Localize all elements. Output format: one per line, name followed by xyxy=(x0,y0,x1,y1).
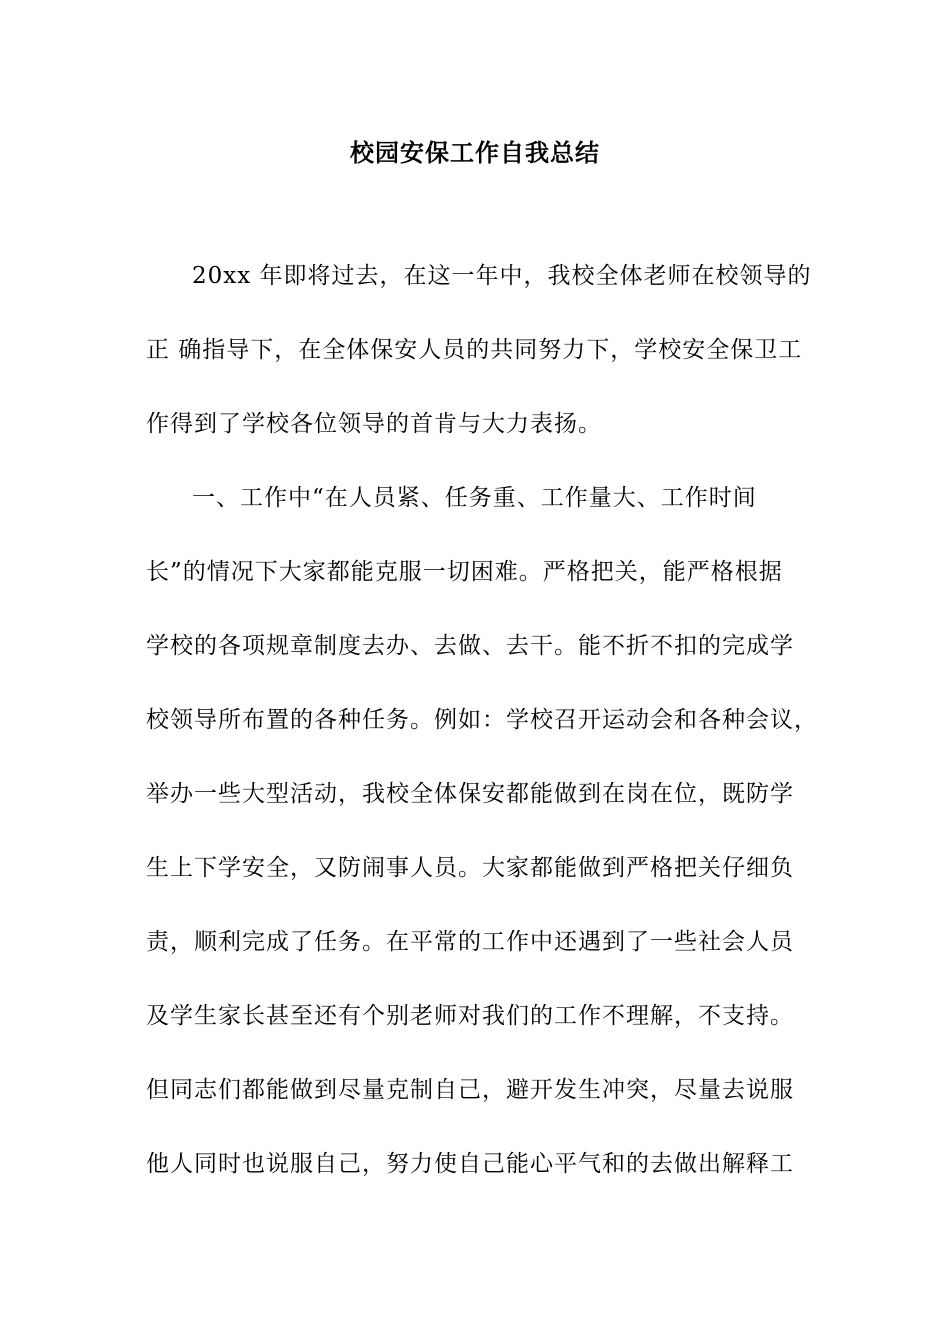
paragraph-line: 作得到了学校各位领导的首肯与大力表扬。 xyxy=(146,411,602,437)
paragraph-line: 生上下学安全，又防闹事人员。大家都能做到严格把关仔细负 xyxy=(146,855,794,881)
paragraph-line: 正 确指导下，在全体保安人员的共同努力下，学校安全保卫工 xyxy=(146,337,803,363)
paragraph-line: 但同志们都能做到尽量克制自己，避开发生冲突，尽量去说服 xyxy=(146,1077,794,1103)
paragraph-line: 学校的各项规章制度去办、去做、去干。能不折不扣的完成学 xyxy=(146,633,794,659)
paragraph-line: 一、工作中“在人员紧、任务重、工作量大、工作时间 xyxy=(192,485,757,511)
paragraph-line: 他人同时也说服自己，努力使自己能心平气和的去做出解释工 xyxy=(146,1151,794,1177)
paragraph-line: 长”的情况下大家都能克服一切困难。严格把关，能严格根据 xyxy=(146,559,783,585)
paragraph-line: 责，顺利完成了任务。在平常的工作中还遇到了一些社会人员 xyxy=(146,929,794,955)
paragraph-line: 及学生家长甚至还有个别老师对我们的工作不理解，不支持。 xyxy=(146,1003,794,1029)
paragraph-line: 校领导所布置的各种任务。例如：学校召开运动会和各种会议， xyxy=(146,707,818,733)
document-title: 校园安保工作自我总结 xyxy=(350,138,600,167)
paragraph-line: 20xx 年即将过去，在这一年中，我校全体老师在校领导的 xyxy=(192,263,812,289)
paragraph-line: 举办一些大型活动，我校全体保安都能做到在岗在位，既防学 xyxy=(146,781,794,807)
